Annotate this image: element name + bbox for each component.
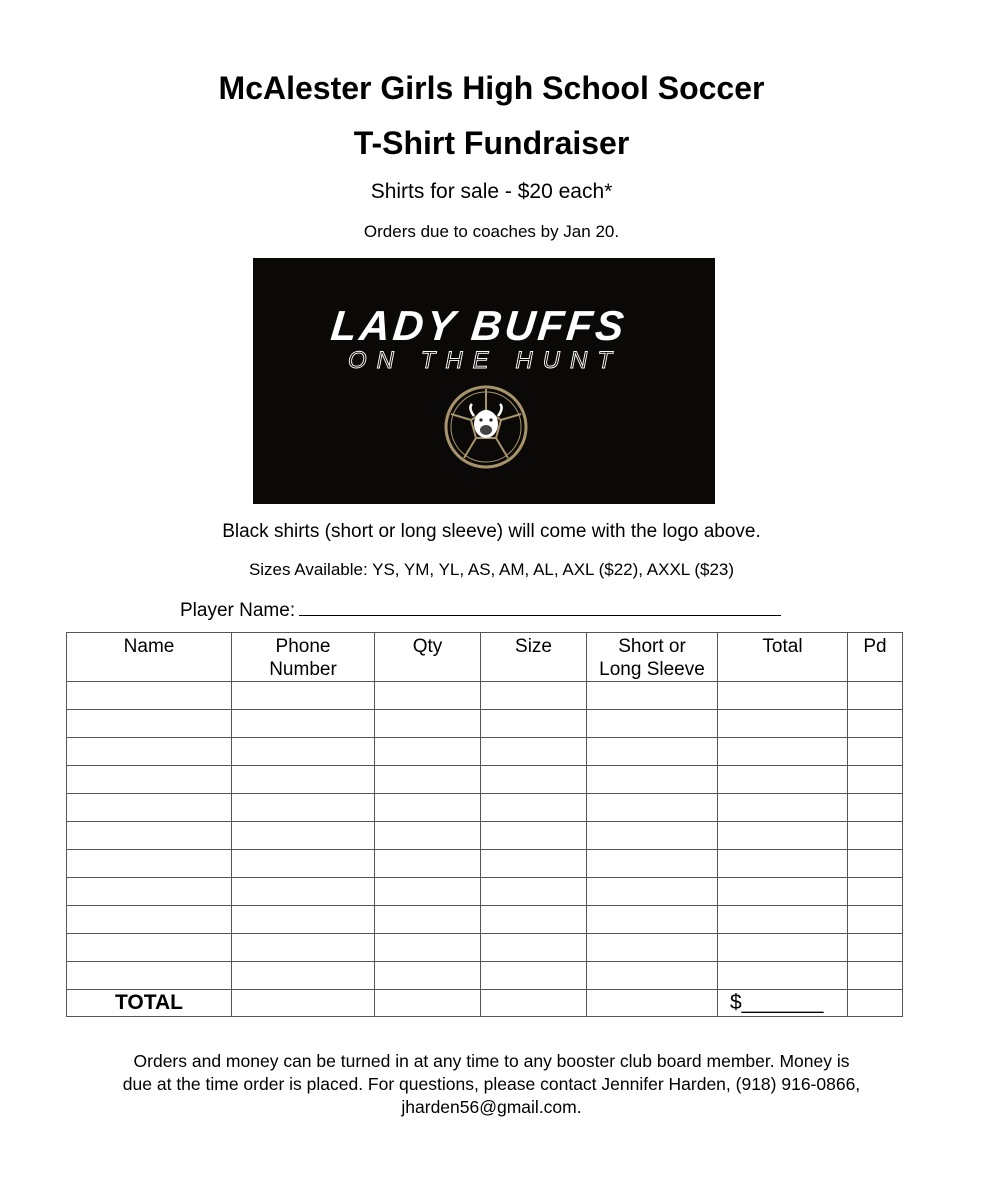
- table-cell[interactable]: [718, 710, 848, 738]
- table-cell[interactable]: [848, 962, 903, 990]
- table-cell[interactable]: [375, 962, 481, 990]
- table-cell[interactable]: [232, 850, 375, 878]
- table-row: [67, 822, 903, 850]
- table-cell[interactable]: [848, 794, 903, 822]
- table-cell[interactable]: [587, 766, 718, 794]
- shirt-logo: [253, 258, 715, 504]
- table-cell[interactable]: [67, 794, 232, 822]
- table-cell[interactable]: [481, 738, 587, 766]
- table-cell[interactable]: [848, 738, 903, 766]
- table-cell[interactable]: [232, 738, 375, 766]
- table-cell[interactable]: [848, 682, 903, 710]
- table-cell[interactable]: [375, 794, 481, 822]
- header-paid: Pd: [848, 633, 903, 682]
- table-cell[interactable]: [848, 906, 903, 934]
- page-subtitle: T-Shirt Fundraiser: [353, 125, 630, 161]
- table-cell[interactable]: [232, 822, 375, 850]
- table-cell[interactable]: [718, 766, 848, 794]
- table-cell[interactable]: [375, 822, 481, 850]
- total-cell[interactable]: [587, 990, 718, 1017]
- table-row: [67, 850, 903, 878]
- header-size: Size: [481, 633, 587, 682]
- header-phone-number: Phone Number: [232, 633, 375, 682]
- total-amount[interactable]: $_______: [718, 990, 848, 1017]
- table-cell[interactable]: [481, 962, 587, 990]
- table-cell[interactable]: [718, 738, 848, 766]
- table-cell[interactable]: [848, 934, 903, 962]
- table-cell[interactable]: [67, 878, 232, 906]
- table-cell[interactable]: [587, 906, 718, 934]
- table-row: [67, 934, 903, 962]
- order-table: [66, 632, 903, 1017]
- table-row: [67, 710, 903, 738]
- table-cell[interactable]: [232, 766, 375, 794]
- table-cell[interactable]: [481, 850, 587, 878]
- table-row: [67, 738, 903, 766]
- player-name-blank[interactable]: [299, 595, 781, 616]
- table-cell[interactable]: [587, 822, 718, 850]
- table-cell[interactable]: [587, 962, 718, 990]
- table-row: [67, 962, 903, 990]
- logo-tagline: ON THE HUNT: [348, 347, 622, 374]
- table-cell[interactable]: [67, 850, 232, 878]
- price-line: Shirts for sale - $20 each*: [370, 180, 613, 203]
- page-title: McAlester Girls High School Soccer: [218, 70, 765, 106]
- header-total: Total: [718, 633, 848, 682]
- footer-note: [0, 1050, 983, 1119]
- table-cell[interactable]: [481, 934, 587, 962]
- logo-title: LADY BUFFS: [328, 302, 629, 349]
- total-cell[interactable]: [375, 990, 481, 1017]
- header-sleeve: Short or Long Sleeve: [587, 633, 718, 682]
- table-cell[interactable]: [481, 710, 587, 738]
- table-cell[interactable]: [375, 850, 481, 878]
- table-cell[interactable]: [587, 850, 718, 878]
- header-name: Name: [67, 633, 232, 682]
- total-row: [67, 990, 903, 1017]
- table-cell[interactable]: [67, 906, 232, 934]
- sizes-available: Sizes Available: YS, YM, YL, AS, AM, AL, AXL ($22), AXXL ($23): [248, 560, 735, 579]
- table-cell[interactable]: [718, 934, 848, 962]
- table-cell[interactable]: [232, 682, 375, 710]
- table-cell[interactable]: [718, 794, 848, 822]
- total-label: TOTAL: [67, 990, 232, 1017]
- table-cell[interactable]: [481, 822, 587, 850]
- soccer-ball-buffalo-icon: [446, 387, 526, 467]
- header-qty: Qty: [375, 633, 481, 682]
- table-cell[interactable]: [848, 766, 903, 794]
- table-cell[interactable]: [232, 878, 375, 906]
- table-header-row: [67, 633, 903, 682]
- table-cell[interactable]: [232, 962, 375, 990]
- table-cell[interactable]: [481, 794, 587, 822]
- table-row: [67, 766, 903, 794]
- table-cell[interactable]: [375, 766, 481, 794]
- table-cell[interactable]: [848, 878, 903, 906]
- table-cell[interactable]: [587, 682, 718, 710]
- table-cell[interactable]: [848, 850, 903, 878]
- total-cell[interactable]: [848, 990, 903, 1017]
- table-cell[interactable]: [587, 794, 718, 822]
- table-cell[interactable]: [587, 878, 718, 906]
- table-cell[interactable]: [232, 794, 375, 822]
- table-row: [67, 794, 903, 822]
- table-cell[interactable]: [718, 682, 848, 710]
- table-cell[interactable]: [232, 906, 375, 934]
- table-cell[interactable]: [481, 906, 587, 934]
- table-row: [67, 682, 903, 710]
- due-date-line: Orders due to coaches by Jan 20.: [363, 222, 620, 241]
- table-cell[interactable]: [67, 962, 232, 990]
- table-cell[interactable]: [67, 822, 232, 850]
- footer-line: Orders and money can be turned in at any time to any booster club board member. Money is: [133, 1051, 850, 1071]
- table-cell[interactable]: [67, 738, 232, 766]
- table-row: [67, 906, 903, 934]
- shirt-description: Black shirts (short or long sleeve) will come with the logo above.: [222, 521, 761, 542]
- player-name-label: Player Name:: [180, 600, 296, 621]
- table-cell[interactable]: [232, 934, 375, 962]
- table-cell[interactable]: [481, 766, 587, 794]
- table-cell[interactable]: [848, 822, 903, 850]
- table-cell[interactable]: [375, 934, 481, 962]
- table-cell[interactable]: [375, 682, 481, 710]
- table-cell[interactable]: [67, 710, 232, 738]
- table-cell[interactable]: [718, 906, 848, 934]
- table-row: [67, 878, 903, 906]
- order-rows: [67, 682, 903, 990]
- table-cell[interactable]: [481, 682, 587, 710]
- table-cell[interactable]: [67, 766, 232, 794]
- total-cell[interactable]: [481, 990, 587, 1017]
- table-cell[interactable]: [587, 710, 718, 738]
- table-cell[interactable]: [375, 906, 481, 934]
- table-cell[interactable]: [587, 934, 718, 962]
- total-cell[interactable]: [232, 990, 375, 1017]
- table-cell[interactable]: [375, 878, 481, 906]
- table-cell[interactable]: [375, 710, 481, 738]
- table-cell[interactable]: [848, 710, 903, 738]
- table-cell[interactable]: [718, 850, 848, 878]
- footer-line: due at the time order is placed. For questions, please contact Jennifer Harden, (918) 916-0866,: [122, 1074, 861, 1094]
- table-cell[interactable]: [232, 710, 375, 738]
- table-cell[interactable]: [67, 934, 232, 962]
- table-cell[interactable]: [718, 822, 848, 850]
- table-cell[interactable]: [67, 682, 232, 710]
- table-cell[interactable]: [587, 738, 718, 766]
- table-cell[interactable]: [718, 962, 848, 990]
- table-cell[interactable]: [718, 878, 848, 906]
- table-cell[interactable]: [375, 738, 481, 766]
- table-cell[interactable]: [481, 878, 587, 906]
- player-name-field[interactable]: [180, 595, 781, 622]
- footer-email: jharden56@gmail.com.: [401, 1097, 582, 1117]
